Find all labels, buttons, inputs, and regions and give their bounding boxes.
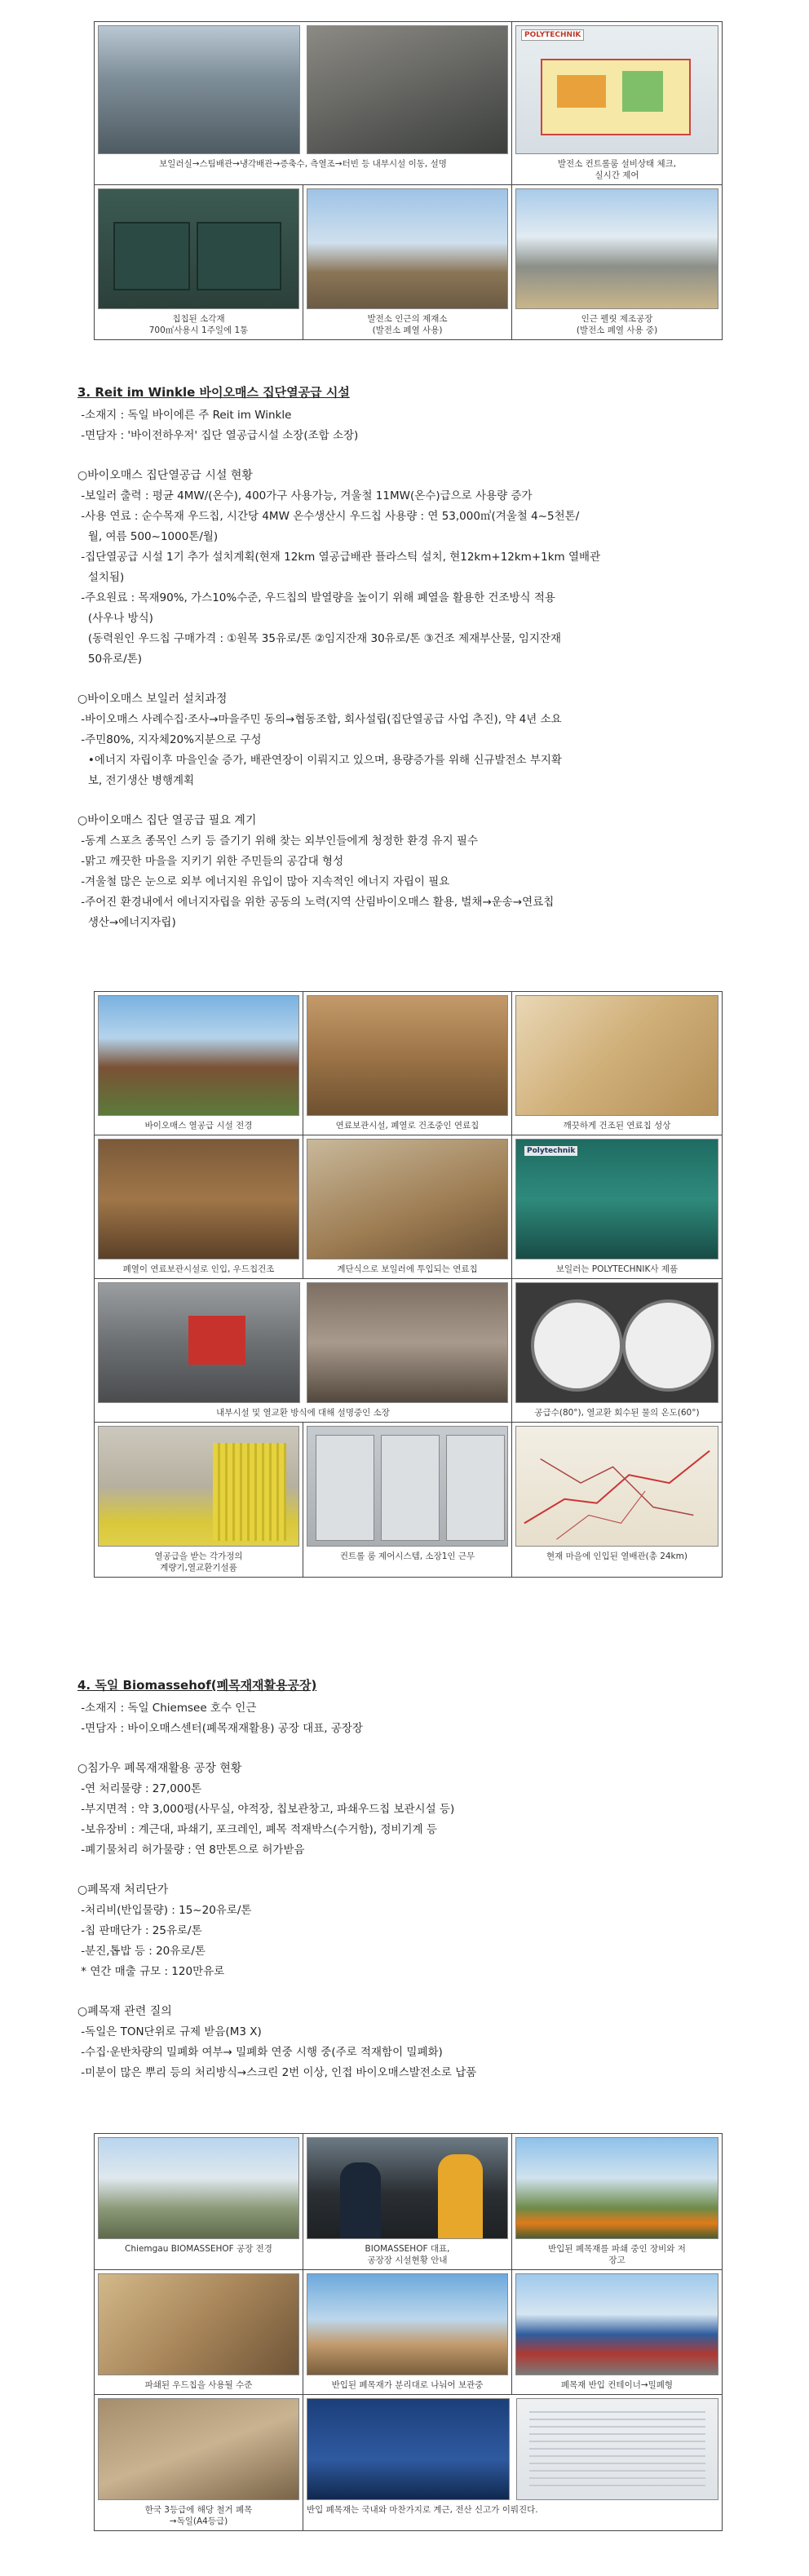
section-4-title: 4. 독일 Biomassehof(폐목재재활용공장) [77,1678,317,1693]
meta-line: -면담자 : '바이전하우저' 집단 열공급시설 소장(조합 소장) [77,429,359,442]
text-line: -주어진 환경내에서 에너지자립을 위한 공동의 노력(지역 산림바이오매스 활용, 벌채→운송→연료칩 [77,896,555,909]
photo-caption: 보일러는 POLYTECHNIK사 제품 [555,1264,679,1274]
report-document-photo [516,2398,719,2500]
text-line: -맑고 깨끗한 마을을 지키기 위한 주민들의 공감대 형성 [77,855,344,868]
subsection-title: ○바이오매스 보일러 설치과정 [77,693,228,706]
text-line: -주요원료 : 목재90%, 가스10%수준, 우드칩의 발열량을 높이기 위해 폐열을 활용한 건조방식 적용 [77,591,555,604]
subsection-title: ○폐목재 관련 질의 [77,2005,172,2018]
photo-caption: 계단식으로 보일러에 투입되는 연료칩 [337,1264,478,1274]
photo-cell [95,2395,303,2531]
text-line: -바이오매스 사례수집·조사→마을주민 동의→협동조합, 회사설립(집단열공급 사업 추진), 약 4년 소요 [77,713,562,726]
text-line: (사우나 방식) [77,612,153,625]
photo-caption: 폐목재 반입 컨테이너→밀폐형 [560,2380,674,2390]
photo-caption: 연료보관시설, 폐열로 건조중인 연료칩 [335,1121,480,1131]
text-line: -폐기물처리 허가물량 : 연 8만톤으로 허가받음 [77,1843,305,1857]
factory-view-photo [98,2137,299,2239]
section-3-title: 3. Reit im Winkle 바이오매스 집단열공급 시설 [77,385,350,400]
boiler-room-photo [98,25,300,154]
photo-cell-2 [512,22,723,185]
photo-cell [95,1135,303,1279]
photo-caption: 발전소 컨트롤룸 설비상태 체크, 실시간 제어 [557,159,677,180]
pipe-room-photo [307,25,509,154]
text-line: 생산→에너지자립) [77,916,176,929]
text-line: -수집·운반차량의 밀폐화 여부→ 밀폐화 연중 시행 중(주로 적재함이 밀폐화) [77,2046,443,2059]
photo-cell [95,1279,512,1423]
photo-caption: 반입된 폐목재가 분리대로 나눠어 보관중 [331,2380,484,2390]
text-line: -동계 스포츠 종목인 스키 등 즐기기 위해 찾는 외부인들에게 청정한 환경 유지 필수 [77,834,479,848]
photo-cell [95,2134,303,2270]
text-line: 설치됨) [77,571,125,584]
sawmill-photo [307,188,508,309]
photo-cell [512,2270,723,2395]
photo-table-3 [94,2133,723,2531]
text-line: (동력원인 우드칩 구매가격 : ①원목 35유로/톤 ②임지잔재 30유로/톤 ③건조 제재부산물, 임지잔재 [77,632,562,645]
photo-caption: 현재 마을에 인입된 열배관(총 24km) [546,1551,687,1561]
heating-plant-photo [98,995,299,1116]
explanation-photo [307,1282,509,1403]
text-line: -독일은 TON단위로 규제 받음(M3 X) [77,2025,262,2038]
photo-table-1 [94,21,723,340]
text-line: * 연간 매출 규모 : 120만유로 [77,1965,225,1978]
photo-caption: 깨끗하게 건조된 연료칩 성상 [563,1121,671,1131]
photo-cell [512,2134,723,2270]
representatives-photo [307,2137,508,2239]
text-line: -연 처리물량 : 27,000톤 [77,1782,202,1795]
internal-facility-photo [98,1282,300,1403]
text-line: -처리비(반입물량) : 15~20유로/톤 [77,1904,252,1917]
polytechnik-logo: Polytechnik [524,1146,577,1156]
subsection-title: ○바이오매스 집단열공급 시설 현황 [77,469,253,482]
photo-cell [95,992,303,1135]
subsection-title: ○침가우 폐목재재활용 공장 현황 [77,1762,242,1775]
meta-line: -소재지 : 독일 바이에른 주 Reit im Winkle [77,409,292,422]
photo-cell [303,2134,512,2270]
meta-line: -면담자 : 바이오매스센터(폐목재재활용) 공장 대표, 공장장 [77,1722,363,1735]
text-line: 보, 전기생산 병행계획 [77,774,195,787]
photo-caption: 파쇄된 우드칩을 사용될 수준 [144,2380,253,2390]
photo-cell [303,2270,512,2395]
shredded-chip-photo [98,2273,299,2375]
demolition-wood-photo [98,2398,299,2500]
photo-cell-5 [512,185,723,340]
text-line: -미분이 많은 뿌리 등의 처리방식→스크린 2번 이상, 인접 바이오매스발전소로 납품 [77,2066,477,2079]
sorted-wood-photo [307,2273,508,2375]
photo-cell [512,1135,723,1279]
wood-chip-photo [515,995,718,1116]
photo-caption: 열공급을 받는 각가정의 계량기,열교환기설품 [154,1551,243,1573]
photo-caption: 내부시설 및 열교환 방식에 대해 설명중인 소장 [216,1408,390,1418]
text-line: -부지면적 : 약 3,000평(사무실, 야적장, 칩보관창고, 파쇄우드칩 보관시설 등) [77,1803,455,1816]
pellet-factory-photo [515,188,718,309]
pipe-map-photo [515,1426,718,1547]
control-room-photo [515,25,718,154]
text-line: -주민80%, 지자체20%지분으로 구성 [77,733,262,746]
text-line: -보일러 출력 : 평균 4MW/(온수), 400가구 사용가능, 겨울철 11MW(온수)급으로 사용량 증가 [77,489,533,502]
text-line: -분진,톱밥 등 : 20유로/톤 [77,1945,206,1958]
text-line: -겨울철 많은 눈으로 외부 에너지원 유입이 많아 지속적인 에너지 자립이 필요 [77,875,450,888]
photo-caption: 공급수(80°), 열교환 회수된 물의 온도(60°) [534,1408,700,1418]
photo-caption: 폐열이 연료보관시설로 인입, 우드칩건조 [122,1264,275,1274]
photo-caption: 보일러실→스팀배관→냉각배관→증축수, 측열조→터빈 등 내부시설 이동, 설명 [159,159,447,169]
photo-caption: 발전소 인근의 제재소 (발전소 폐열 사용) [367,314,448,335]
text-line: 월, 여름 500~1000톤/월) [77,530,219,543]
photo-cell-3 [95,185,303,340]
boiler-photo [515,1139,718,1259]
ash-container-photo [98,188,299,309]
photo-cell [303,1135,512,1279]
control-panel-photo [307,1426,508,1547]
shredder-photo [515,2137,718,2239]
photo-cell [303,1423,512,1578]
weighbridge-screen-photo [307,2398,510,2500]
subsection-title: ○바이오매스 집단 열공급 필요 계기 [77,814,257,827]
text-line: -사용 연료 : 순수목재 우드칩, 시간당 4MW 온수생산시 우드칩 사용량 : 연 53,000㎥(겨울철 4~5천톤/ [77,510,580,523]
text-line: 50유로/톤) [77,653,142,666]
photo-caption: 한국 3등급에 해당 철거 폐목 →독일(A4등급) [144,2505,253,2526]
photo-cell [303,2395,723,2531]
photo-cell [95,2270,303,2395]
text-line: -보유장비 : 계근대, 파쇄기, 포크레인, 폐목 적재박스(수거함), 정비기계 등 [77,1823,437,1836]
text-line: -칩 판매단가 : 25유로/톤 [77,1924,202,1937]
container-photo [515,2273,718,2375]
photo-caption: 컨트롤 룸 제어시스템, 소장1인 근무 [339,1551,475,1561]
photo-caption: 반입 폐목재는 국내와 마찬가지로 계근, 전산 신고가 이뤄진다. [307,2505,538,2515]
photo-table-2 [94,991,723,1578]
photo-cell-4 [303,185,512,340]
photo-caption: 칩칩된 소각재 700㎥사용시 1주일에 1통 [148,314,249,335]
photo-cell [95,1423,303,1578]
photo-caption: 반입된 폐목재를 파쇄 중인 장비와 저 장고 [548,2244,686,2265]
fuel-storage-photo [307,995,508,1116]
text-line: -집단열공급 시설 1기 추가 설치계획(현재 12km 열공급배관 플라스틱 설치, 현12km+12km+1km 열배관 [77,551,601,564]
polytechnik-logo: POLYTECHNIK [521,29,584,41]
section-4 [77,1676,754,2083]
photo-caption: 바이오매스 열공급 시설 전경 [144,1121,253,1131]
photo-cell [512,992,723,1135]
chip-feeding-photo [307,1139,508,1259]
text-line: •에너지 자립이후 마을인술 증가, 배관연장이 이뤄지고 있으며, 용량증가를 위해 신규발전소 부지확 [77,754,562,767]
photo-cell-1 [95,22,512,185]
meta-line: -소재지 : 독일 Chiemsee 호수 인근 [77,1702,257,1715]
meter-photo [98,1426,299,1547]
section-3 [77,383,754,933]
photo-cell [303,992,512,1135]
photo-caption: BIOMASSEHOF 대표, 공장장 시설현황 안내 [365,2244,450,2265]
waste-heat-drying-photo [98,1139,299,1259]
photo-cell [512,1423,723,1578]
photo-cell [512,1279,723,1423]
gauge-photo [515,1282,718,1403]
photo-caption: 인근 펠릿 제조공장 (발전소 폐열 사용 중) [576,314,658,335]
subsection-title: ○폐목재 처리단가 [77,1883,169,1897]
photo-caption: Chiemgau BIOMASSEHOF 공장 전경 [125,2244,272,2254]
